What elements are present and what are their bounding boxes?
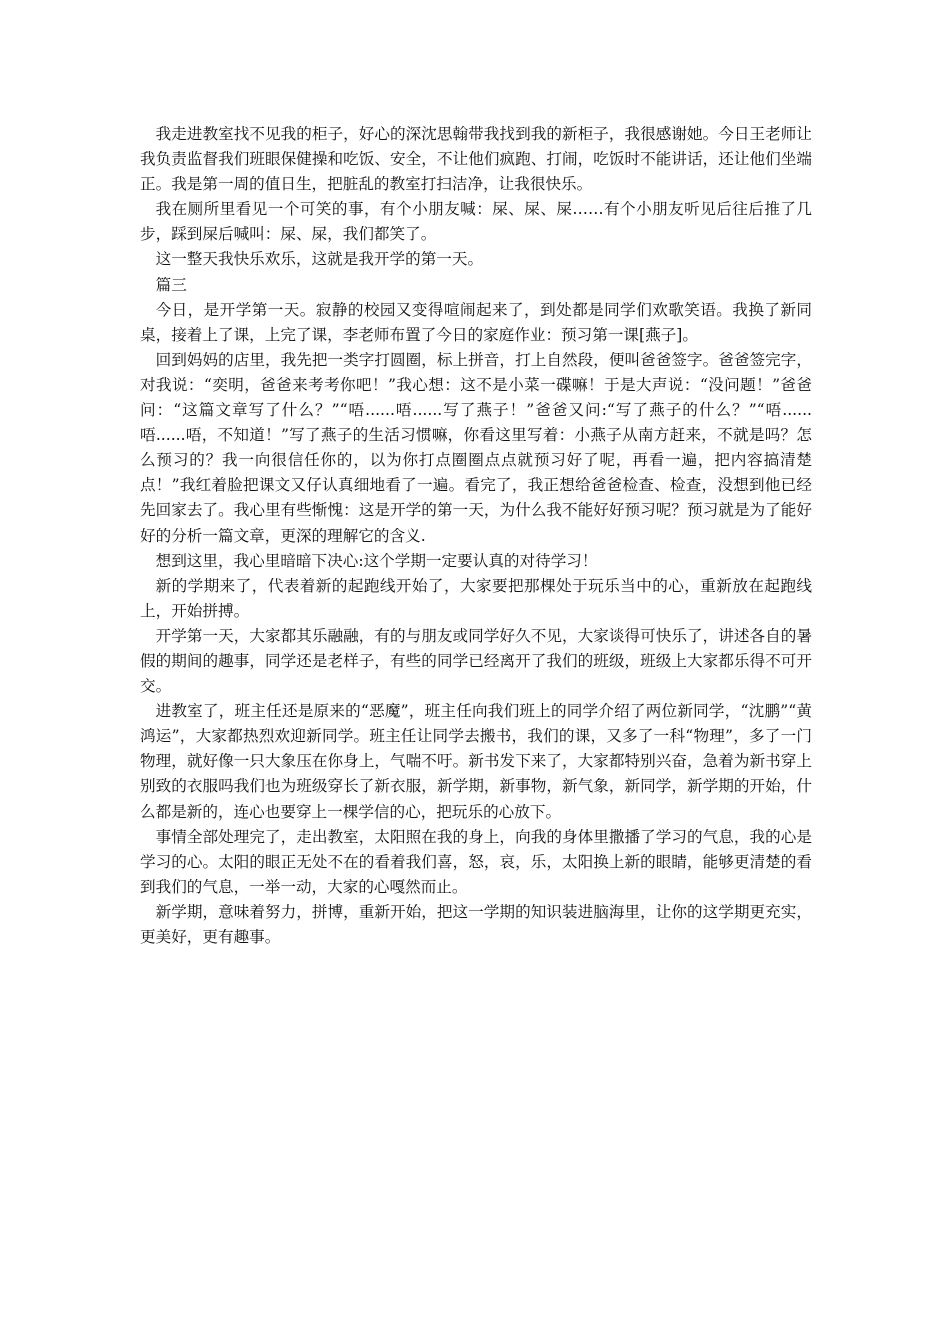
paragraph: 想到这里，我心里暗暗下决心:这个学期一定要认真的对待学习！ — [155, 551, 598, 570]
paragraph: 我在厕所里看见一个可笑的事，有个小朋友喊：屎、屎、屎……有个小朋友听见后往后推了几步，踩到屎后喊叫：屎、屎，我们都笑了。 — [140, 200, 812, 244]
paragraph: 我走进教室找不见我的柜子，好心的深沈思翰带我找到我的新柜子，我很感谢她。今日王老师让我负责监督我们班眼保健操和吃饭、安全，不让他们疯跑、打闹，吃饭时不能讲话，还让他们坐端正。我是第一周的值日生，把脏乱的教室打扫洁净，让我很快乐。 — [140, 125, 812, 194]
paragraph: 进教室了，班主任还是原来的“恶魔”，班主任向我们班上的同学介绍了两位新同学，“沈鹏”“黄鸿运”，大家都热烈欢迎新同学。班主任让同学去搬书，我们的课，又多了一科“物理”，多了一门物理，就好像一只大象压在你身上，气喘不吁。新书发下来了，大家都特别兴奋，急着为新书穿上别致的衣服吗我们也为班级穿长了新衣服，新学期，新事物，新气象，新同学，新学期的开始，什么都是新的，连心也要穿上一棵学信的心，把玩乐的心放下。 — [140, 702, 812, 821]
paragraph: 开学第一天，大家都其乐融融，有的与朋友或同学好久不见，大家谈得可快乐了，讲述各自的暑假的期间的趣事，同学还是老样子，有些的同学已经离开了我们的班级，班级上大家都乐得不可开交。 — [140, 626, 812, 696]
paragraph: 这一整天我快乐欢乐，这就是我开学的第一天。 — [155, 250, 484, 269]
paragraph: 回到妈妈的店里，我先把一类字打圆圈，标上拼音，打上自然段，便叫爸爸签字。爸爸签完字，对我说：“奕明，爸爸来考考你吧！”我心想：这不是小菜一碟嘛！于是大声说：“没问题！”爸爸问：“这篇文章写了什么？”“唔......唔......写了燕子！”爸爸又问:“写了燕子的什么？”“唔......唔......唔，不知道！”写了燕子的生活习惯嘛，你看这里写着：小燕子从南方赶来，不就是吗？怎么预习的？我一向很信任你的，以为你打点圈圈点点就预习好了呢，再看一遍，把内容搞清楚点！”我红着脸把课文又仔认真细地看了一遍。看完了，我正想给爸爸检查、检查，没想到他已经先回家去了。我心里有些惭愧：这是开学的第一天，为什么我不能好好预习呢？预习就是为了能好好的分析一篇文章，更深的理解它的含义. — [140, 350, 812, 545]
paragraph: 新的学期来了，代表着新的起跑线开始了，大家要把那棵处于玩乐当中的心，重新放在起跑线上，开始拼搏。 — [140, 576, 812, 620]
section-heading: 篇三 — [155, 275, 187, 294]
paragraph: 新学期，意味着努力，拼博，重新开始，把这一学期的知识装进脑海里，让你的这学期更充实，更美好，更有趣事。 — [140, 902, 812, 946]
document-body — [140, 122, 812, 950]
paragraph: 事情全部处理完了，走出教室，太阳照在我的身上，向我的身体里撒播了学习的气息，我的心是学习的心。太阳的眼正无处不在的看着我们喜，怒，哀，乐，太阳换上新的眼睛，能够更清楚的看到我们的气息，一举一动，大家的心嘎然而止。 — [140, 827, 812, 896]
paragraph: 今日，是开学第一天。寂静的校园又变得喧闹起来了，到处都是同学们欢歌笑语。我换了新同桌，接着上了课，上完了课，李老师布置了今日的家庭作业：预习第一课[燕子]。 — [140, 300, 812, 344]
